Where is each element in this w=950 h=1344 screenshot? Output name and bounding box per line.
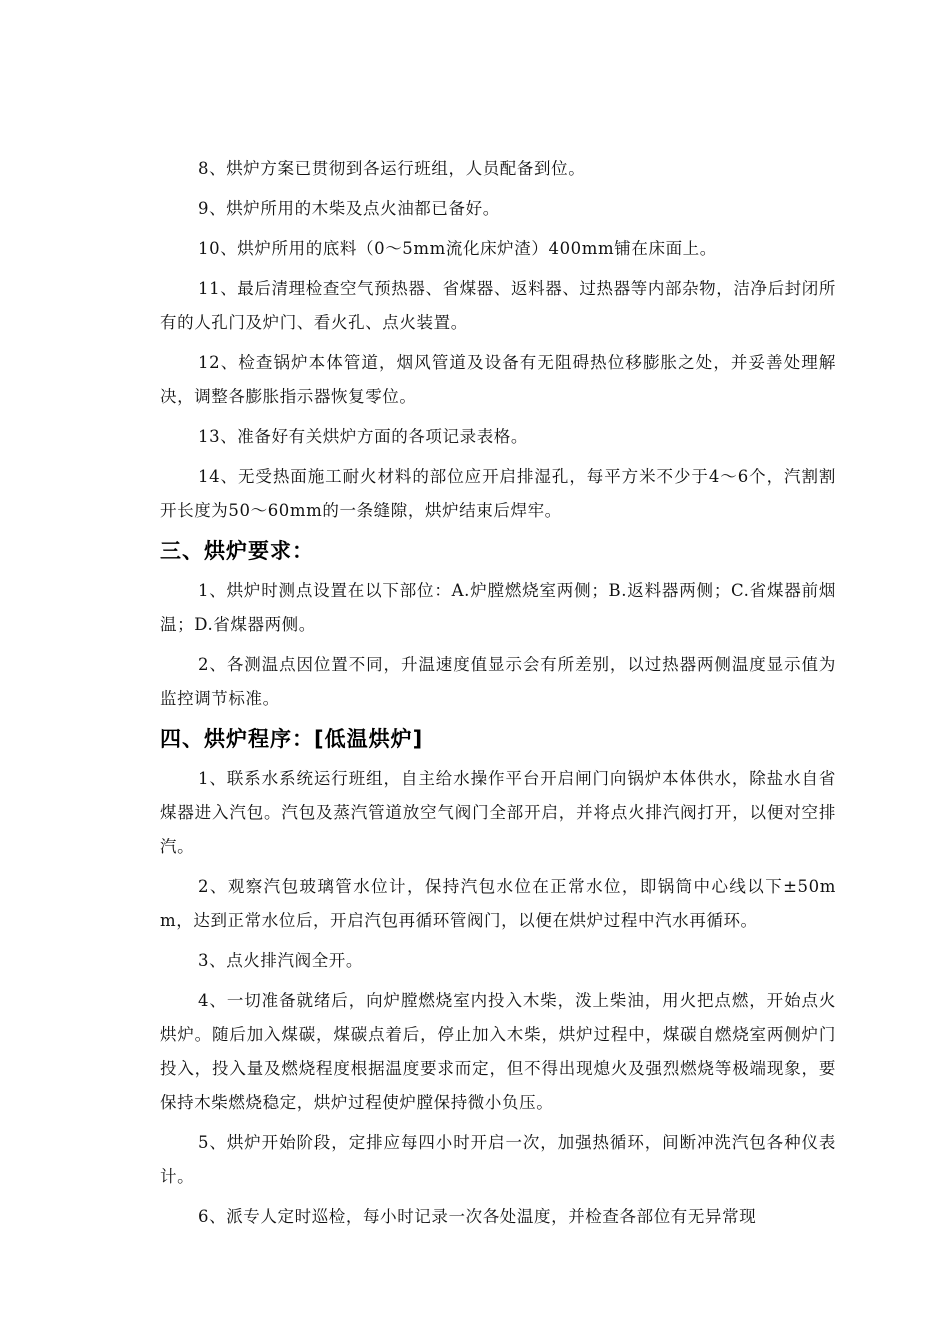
section-heading-procedure: 四、烘炉程序：[低温烘炉] bbox=[160, 727, 424, 751]
requirements-paragraph-2: 2、各测温点因位置不同，升温速度值显示会有所差别，以过热器两侧温度显示值为监控调节标准。 bbox=[160, 655, 836, 708]
requirements-paragraph-1: 1、烘炉时测点设置在以下部位：A.炉膛燃烧室两侧；B.返料器两侧；C.省煤器前烟温；D.省煤器两侧。 bbox=[160, 581, 836, 634]
procedure-paragraph-3: 3、点火排汽阀全开。 bbox=[198, 951, 363, 970]
procedure-paragraph-6: 6、派专人定时巡检，每小时记录一次各处温度，并检查各部位有无异常现 bbox=[198, 1207, 757, 1226]
paragraph-14: 14、无受热面施工耐火材料的部位应开启排湿孔，每平方米不少于4～6个，汽割割开长度为50～60mm的一条缝隙，烘炉结束后焊牢。 bbox=[160, 467, 836, 520]
paragraph-11: 11、最后清理检查空气预热器、省煤器、返料器、过热器等内部杂物，洁净后封闭所有的人孔门及炉门、看火孔、点火装置。 bbox=[160, 279, 836, 332]
paragraph-8: 8、烘炉方案已贯彻到各运行班组，人员配备到位。 bbox=[198, 159, 586, 178]
procedure-paragraph-2: 2、观察汽包玻璃管水位计，保持汽包水位在正常水位，即锅筒中心线以下±50mm，达到正常水位后，开启汽包再循环管阀门，以便在烘炉过程中汽水再循环。 bbox=[160, 877, 836, 930]
paragraph-13: 13、准备好有关烘炉方面的各项记录表格。 bbox=[198, 427, 528, 446]
paragraph-12: 12、检查锅炉本体管道，烟风管道及设备有无阻碍热位移膨胀之处，并妥善处理解决，调整各膨胀指示器恢复零位。 bbox=[160, 353, 836, 406]
paragraph-10: 10、烘炉所用的底料（0～5mm流化床炉渣）400mm铺在床面上。 bbox=[198, 239, 717, 258]
document-body bbox=[160, 152, 836, 1240]
procedure-paragraph-4: 4、一切准备就绪后，向炉膛燃烧室内投入木柴，泼上柴油，用火把点燃，开始点火烘炉。随后加入煤碳，煤碳点着后，停止加入木柴，烘炉过程中，煤碳自燃烧室两侧炉门投入，投入量及燃烧程度根据温度要求而定，但不得出现熄火及强烈燃烧等极端现象，要保持木柴燃烧稳定，烘炉过程使炉膛保持微小负压。 bbox=[160, 991, 836, 1112]
procedure-paragraph-1: 1、联系水系统运行班组，自主给水操作平台开启闸门向锅炉本体供水，除盐水自省煤器进入汽包。汽包及蒸汽管道放空气阀门全部开启，并将点火排汽阀打开，以便对空排汽。 bbox=[160, 769, 836, 856]
section-heading-requirements: 三、烘炉要求： bbox=[160, 539, 314, 563]
procedure-paragraph-5: 5、烘炉开始阶段，定排应每四小时开启一次，加强热循环，间断冲洗汽包各种仪表计。 bbox=[160, 1133, 836, 1186]
paragraph-9: 9、烘炉所用的木柴及点火油都已备好。 bbox=[198, 199, 500, 218]
